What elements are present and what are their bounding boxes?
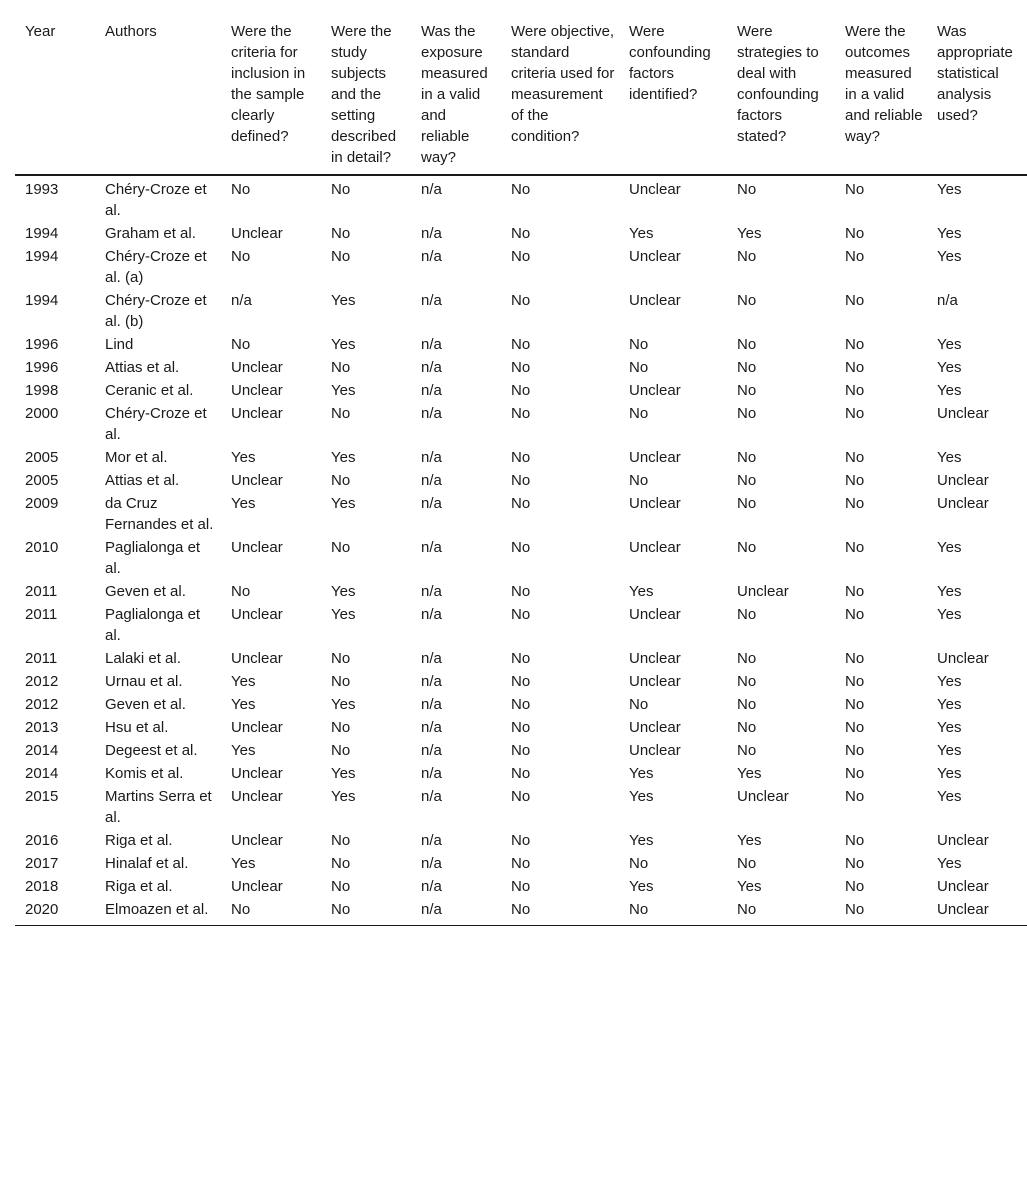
rating-cell: No — [845, 788, 865, 805]
table-header — [15, 16, 1027, 175]
rating-cell: No — [511, 495, 531, 512]
table-row — [15, 402, 1027, 446]
rating-cell: Unclear — [629, 742, 681, 759]
year-cell: 2016 — [25, 832, 59, 849]
rating-cell: No — [331, 719, 351, 736]
table-row — [15, 647, 1027, 670]
rating-cell: No — [511, 901, 531, 918]
rating-cell: No — [629, 405, 649, 422]
column-header: Was the exposure measured in a valid and reliable way? — [421, 23, 488, 166]
column-header: Were the outcomes measured in a valid and reliable way? — [845, 23, 923, 145]
rating-cell: No — [331, 405, 351, 422]
rating-cell: Yes — [231, 696, 256, 713]
authors-cell: Komis et al. — [105, 765, 184, 782]
rating-cell: No — [737, 472, 757, 489]
rating-cell: No — [511, 181, 531, 198]
rating-cell: Yes — [737, 225, 762, 242]
rating-cell: No — [331, 225, 351, 242]
rating-cell: n/a — [421, 855, 442, 872]
column-header: Authors — [105, 23, 157, 40]
rating-cell: No — [737, 336, 757, 353]
rating-cell: Yes — [937, 382, 962, 399]
rating-cell: No — [737, 248, 757, 265]
rating-cell: No — [845, 606, 865, 623]
rating-cell: n/a — [421, 382, 442, 399]
rating-cell: Yes — [937, 449, 962, 466]
year-cell: 2017 — [25, 855, 59, 872]
authors-cell: Hinalaf et al. — [105, 855, 189, 872]
rating-cell: Yes — [737, 878, 762, 895]
authors-cell: Lind — [105, 336, 134, 353]
authors-cell: Hsu et al. — [105, 719, 169, 736]
rating-cell: Unclear — [737, 583, 789, 600]
rating-cell: No — [845, 878, 865, 895]
rating-cell: No — [511, 673, 531, 690]
rating-cell: Unclear — [937, 832, 989, 849]
year-cell: 2012 — [25, 696, 59, 713]
rating-cell: Unclear — [231, 650, 283, 667]
rating-cell: n/a — [421, 696, 442, 713]
rating-cell: n/a — [421, 495, 442, 512]
rating-cell: n/a — [421, 901, 442, 918]
rating-cell: No — [845, 495, 865, 512]
rating-cell: Yes — [629, 878, 654, 895]
rating-cell: Yes — [937, 719, 962, 736]
rating-cell: No — [231, 248, 251, 265]
rating-cell: No — [331, 832, 351, 849]
rating-cell: No — [511, 606, 531, 623]
rating-cell: No — [845, 359, 865, 376]
rating-cell: No — [845, 673, 865, 690]
rating-cell: No — [737, 901, 757, 918]
rating-cell: No — [331, 359, 351, 376]
rating-cell: No — [737, 742, 757, 759]
rating-cell: n/a — [421, 359, 442, 376]
rating-cell: Yes — [937, 248, 962, 265]
year-cell: 2011 — [25, 650, 58, 667]
year-cell: 2000 — [25, 405, 59, 422]
quality-assessment-table-container — [15, 16, 1027, 926]
authors-cell: Chéry-Croze et al. — [105, 181, 207, 219]
rating-cell: No — [511, 449, 531, 466]
rating-cell: Yes — [737, 765, 762, 782]
rating-cell: Unclear — [231, 606, 283, 623]
rating-cell: No — [511, 292, 531, 309]
rating-cell: No — [629, 901, 649, 918]
year-cell: 2010 — [25, 539, 59, 556]
rating-cell: n/a — [421, 583, 442, 600]
rating-cell: No — [331, 855, 351, 872]
rating-cell: Yes — [937, 336, 962, 353]
rating-cell: Yes — [629, 765, 654, 782]
rating-cell: Unclear — [937, 901, 989, 918]
rating-cell: Unclear — [629, 539, 681, 556]
column-header: Year — [25, 23, 56, 40]
table-row — [15, 875, 1027, 898]
table-body — [15, 175, 1027, 926]
rating-cell: No — [737, 673, 757, 690]
rating-cell: n/a — [421, 405, 442, 422]
authors-cell: Paglialonga et al. — [105, 539, 201, 577]
rating-cell: Yes — [937, 539, 962, 556]
rating-cell: n/a — [421, 225, 442, 242]
rating-cell: n/a — [421, 292, 442, 309]
rating-cell: No — [737, 449, 757, 466]
year-cell: 1998 — [25, 382, 59, 399]
rating-cell: Unclear — [629, 248, 681, 265]
rating-cell: Unclear — [629, 495, 681, 512]
table-row — [15, 693, 1027, 716]
rating-cell: No — [231, 181, 251, 198]
rating-cell: Unclear — [231, 405, 283, 422]
year-cell: 2005 — [25, 449, 59, 466]
authors-cell: Chéry-Croze et al. (a) — [105, 248, 207, 286]
table-row — [15, 536, 1027, 580]
year-cell: 2015 — [25, 788, 59, 805]
rating-cell: No — [737, 405, 757, 422]
column-header: Were objective, standard criteria used for measurement of the condition? — [511, 23, 615, 145]
rating-cell: No — [511, 583, 531, 600]
rating-cell: No — [511, 248, 531, 265]
rating-cell: No — [737, 696, 757, 713]
rating-cell: Yes — [937, 606, 962, 623]
authors-cell: Martins Serra et al. — [105, 788, 212, 826]
rating-cell: Yes — [937, 583, 962, 600]
authors-cell: Elmoazen et al. — [105, 901, 209, 918]
rating-cell: Yes — [937, 788, 962, 805]
rating-cell: Yes — [231, 495, 256, 512]
rating-cell: Unclear — [231, 472, 283, 489]
authors-cell: Ceranic et al. — [105, 382, 194, 399]
authors-cell: Degeest et al. — [105, 742, 198, 759]
rating-cell: No — [511, 765, 531, 782]
rating-cell: Yes — [331, 696, 356, 713]
rating-cell: Unclear — [629, 292, 681, 309]
rating-cell: Unclear — [629, 719, 681, 736]
authors-cell: Urnau et al. — [105, 673, 183, 690]
rating-cell: Unclear — [629, 382, 681, 399]
rating-cell: Yes — [331, 336, 356, 353]
rating-cell: No — [511, 405, 531, 422]
rating-cell: No — [231, 583, 251, 600]
column-header: Was appropriate statistical analysis used? — [937, 23, 1013, 124]
rating-cell: Unclear — [231, 832, 283, 849]
rating-cell: n/a — [421, 673, 442, 690]
rating-cell: Yes — [331, 382, 356, 399]
rating-cell: Yes — [331, 583, 356, 600]
authors-cell: Attias et al. — [105, 359, 180, 376]
rating-cell: Unclear — [231, 878, 283, 895]
rating-cell: Yes — [331, 449, 356, 466]
authors-cell: Attias et al. — [105, 472, 180, 489]
table-row — [15, 289, 1027, 333]
table-row — [15, 739, 1027, 762]
rating-cell: Yes — [737, 832, 762, 849]
rating-cell: Yes — [937, 855, 962, 872]
year-cell: 1994 — [25, 292, 59, 309]
table-row — [15, 333, 1027, 356]
rating-cell: n/a — [421, 650, 442, 667]
rating-cell: No — [845, 292, 865, 309]
authors-cell: Geven et al. — [105, 583, 186, 600]
table-row — [15, 580, 1027, 603]
table-row — [15, 379, 1027, 402]
rating-cell: No — [511, 359, 531, 376]
rating-cell: No — [331, 181, 351, 198]
rating-cell: Yes — [331, 606, 356, 623]
year-cell: 1994 — [25, 225, 59, 242]
rating-cell: n/a — [421, 742, 442, 759]
rating-cell: Unclear — [629, 673, 681, 690]
rating-cell: Unclear — [231, 765, 283, 782]
header-row — [15, 16, 1027, 175]
authors-cell: Riga et al. — [105, 878, 173, 895]
rating-cell: No — [511, 855, 531, 872]
rating-cell: Yes — [937, 225, 962, 242]
rating-cell: No — [845, 742, 865, 759]
rating-cell: Unclear — [231, 788, 283, 805]
table-row — [15, 469, 1027, 492]
year-cell: 2014 — [25, 742, 59, 759]
rating-cell: Yes — [937, 673, 962, 690]
rating-cell: No — [845, 181, 865, 198]
rating-cell: No — [629, 855, 649, 872]
rating-cell: n/a — [231, 292, 252, 309]
rating-cell: No — [845, 539, 865, 556]
rating-cell: No — [845, 855, 865, 872]
rating-cell: No — [845, 719, 865, 736]
rating-cell: No — [231, 901, 251, 918]
rating-cell: Unclear — [231, 539, 283, 556]
authors-cell: Lalaki et al. — [105, 650, 181, 667]
rating-cell: No — [331, 472, 351, 489]
rating-cell: No — [511, 472, 531, 489]
column-header: Were confounding factors identified? — [629, 23, 711, 103]
rating-cell: Unclear — [737, 788, 789, 805]
rating-cell: No — [845, 901, 865, 918]
rating-cell: n/a — [421, 181, 442, 198]
rating-cell: No — [845, 696, 865, 713]
rating-cell: No — [331, 878, 351, 895]
year-cell: 1996 — [25, 359, 59, 376]
rating-cell: Unclear — [937, 878, 989, 895]
table-row — [15, 222, 1027, 245]
year-cell: 1993 — [25, 181, 59, 198]
rating-cell: No — [737, 382, 757, 399]
authors-cell: Mor et al. — [105, 449, 168, 466]
rating-cell: No — [845, 650, 865, 667]
table-row — [15, 785, 1027, 829]
rating-cell: No — [511, 878, 531, 895]
rating-cell: No — [511, 336, 531, 353]
rating-cell: Yes — [231, 855, 256, 872]
rating-cell: No — [511, 382, 531, 399]
year-cell: 2012 — [25, 673, 59, 690]
authors-cell: Graham et al. — [105, 225, 196, 242]
rating-cell: Unclear — [937, 495, 989, 512]
rating-cell: n/a — [937, 292, 958, 309]
rating-cell: Unclear — [231, 225, 283, 242]
rating-cell: No — [845, 225, 865, 242]
rating-cell: Yes — [629, 832, 654, 849]
rating-cell: n/a — [421, 606, 442, 623]
rating-cell: No — [231, 336, 251, 353]
table-row — [15, 245, 1027, 289]
rating-cell: Yes — [231, 742, 256, 759]
rating-cell: n/a — [421, 878, 442, 895]
rating-cell: Unclear — [231, 719, 283, 736]
rating-cell: Unclear — [937, 472, 989, 489]
authors-cell: Chéry-Croze et al. — [105, 405, 207, 443]
rating-cell: Yes — [331, 765, 356, 782]
rating-cell: n/a — [421, 539, 442, 556]
column-header: Were strategies to deal with confounding factors stated? — [737, 23, 819, 145]
rating-cell: No — [511, 539, 531, 556]
column-header: Were the study subjects and the setting described in detail? — [331, 23, 397, 166]
rating-cell: Unclear — [629, 181, 681, 198]
column-header: Were the criteria for inclusion in the sample clearly defined? — [231, 23, 306, 145]
rating-cell: No — [845, 583, 865, 600]
rating-cell: n/a — [421, 336, 442, 353]
rating-cell: Yes — [629, 225, 654, 242]
table-row — [15, 175, 1027, 222]
rating-cell: Yes — [629, 788, 654, 805]
rating-cell: n/a — [421, 472, 442, 489]
rating-cell: n/a — [421, 832, 442, 849]
rating-cell: No — [629, 336, 649, 353]
authors-cell: Paglialonga et al. — [105, 606, 201, 644]
rating-cell: No — [737, 606, 757, 623]
rating-cell: No — [511, 650, 531, 667]
rating-cell: Yes — [937, 765, 962, 782]
table-row — [15, 446, 1027, 469]
rating-cell: No — [737, 719, 757, 736]
rating-cell: No — [331, 742, 351, 759]
rating-cell: n/a — [421, 719, 442, 736]
rating-cell: Yes — [629, 583, 654, 600]
rating-cell: n/a — [421, 449, 442, 466]
rating-cell: Yes — [937, 696, 962, 713]
table-row — [15, 492, 1027, 536]
year-cell: 2011 — [25, 583, 58, 600]
rating-cell: No — [629, 696, 649, 713]
table-row — [15, 356, 1027, 379]
rating-cell: No — [629, 472, 649, 489]
rating-cell: Yes — [231, 673, 256, 690]
rating-cell: No — [511, 696, 531, 713]
year-cell: 2014 — [25, 765, 59, 782]
rating-cell: No — [331, 650, 351, 667]
table-row — [15, 670, 1027, 693]
rating-cell: Unclear — [629, 606, 681, 623]
rating-cell: No — [845, 449, 865, 466]
rating-cell: No — [737, 855, 757, 872]
table-row — [15, 852, 1027, 875]
rating-cell: No — [331, 248, 351, 265]
rating-cell: No — [511, 832, 531, 849]
rating-cell: No — [737, 495, 757, 512]
authors-cell: da Cruz Fernandes et al. — [105, 495, 214, 533]
rating-cell: No — [511, 788, 531, 805]
rating-cell: No — [845, 336, 865, 353]
rating-cell: Yes — [937, 359, 962, 376]
rating-cell: No — [331, 539, 351, 556]
year-cell: 1996 — [25, 336, 59, 353]
rating-cell: Yes — [937, 181, 962, 198]
table-row — [15, 762, 1027, 785]
rating-cell: No — [737, 181, 757, 198]
rating-cell: Unclear — [629, 449, 681, 466]
rating-cell: No — [845, 832, 865, 849]
table-row — [15, 898, 1027, 926]
rating-cell: Yes — [331, 495, 356, 512]
rating-cell: n/a — [421, 765, 442, 782]
rating-cell: No — [737, 359, 757, 376]
rating-cell: Unclear — [231, 359, 283, 376]
rating-cell: Yes — [231, 449, 256, 466]
rating-cell: No — [845, 472, 865, 489]
rating-cell: No — [845, 382, 865, 399]
rating-cell: No — [845, 405, 865, 422]
rating-cell: No — [845, 765, 865, 782]
rating-cell: No — [331, 901, 351, 918]
rating-cell: No — [511, 742, 531, 759]
authors-cell: Geven et al. — [105, 696, 186, 713]
year-cell: 1994 — [25, 248, 59, 265]
rating-cell: No — [845, 248, 865, 265]
rating-cell: Yes — [331, 788, 356, 805]
rating-cell: No — [511, 225, 531, 242]
rating-cell: No — [511, 719, 531, 736]
rating-cell: No — [737, 292, 757, 309]
rating-cell: Yes — [331, 292, 356, 309]
rating-cell: Unclear — [231, 382, 283, 399]
year-cell: 2013 — [25, 719, 59, 736]
table-row — [15, 603, 1027, 647]
authors-cell: Riga et al. — [105, 832, 173, 849]
year-cell: 2009 — [25, 495, 59, 512]
rating-cell: Unclear — [629, 650, 681, 667]
rating-cell: Unclear — [937, 405, 989, 422]
rating-cell: Unclear — [937, 650, 989, 667]
rating-cell: No — [737, 539, 757, 556]
rating-cell: No — [737, 650, 757, 667]
table-row — [15, 716, 1027, 739]
rating-cell: Yes — [937, 742, 962, 759]
year-cell: 2020 — [25, 901, 59, 918]
quality-assessment-table — [15, 16, 1027, 926]
year-cell: 2018 — [25, 878, 59, 895]
year-cell: 2011 — [25, 606, 58, 623]
rating-cell: n/a — [421, 788, 442, 805]
year-cell: 2005 — [25, 472, 59, 489]
rating-cell: No — [629, 359, 649, 376]
authors-cell: Chéry-Croze et al. (b) — [105, 292, 207, 330]
rating-cell: n/a — [421, 248, 442, 265]
rating-cell: No — [331, 673, 351, 690]
table-row — [15, 829, 1027, 852]
